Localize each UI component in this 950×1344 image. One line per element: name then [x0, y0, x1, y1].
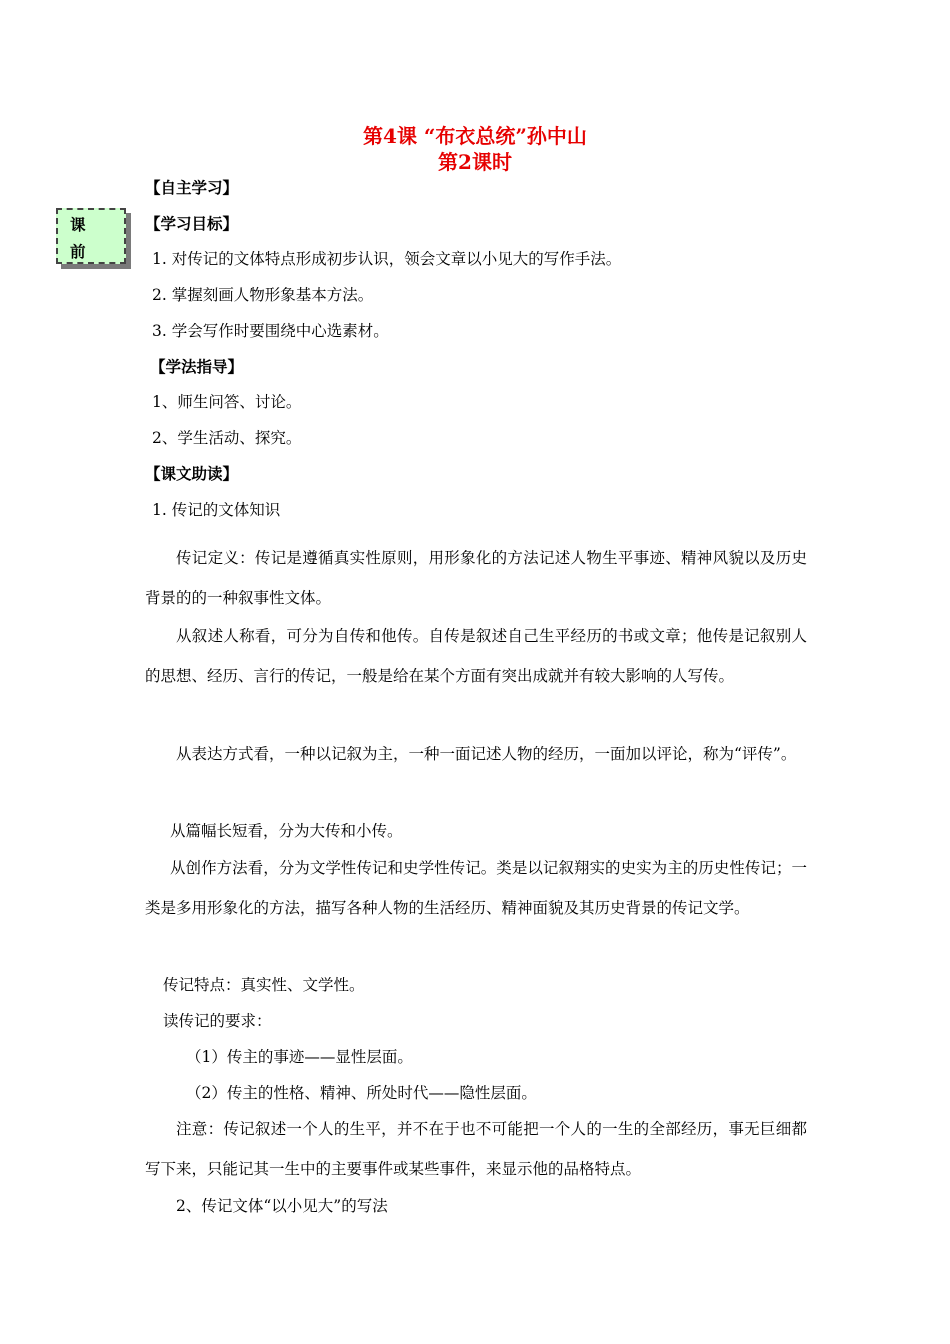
- objective-item: 3. 学会写作时要围绕中心选素材。: [152, 322, 389, 340]
- badge-char-1: 课: [70, 215, 86, 234]
- paragraph-creation: 从创作方法看，分为文学性传记和史学性传记。类是以记叙翔实的史实为主的历史性传记；一类是多用形象化的方法，描写各种人物的生活经历、精神面貌及其历史背景的传记文学。: [145, 859, 807, 917]
- paragraph-expression: 从表达方式看，一种以记叙为主，一种一面记述人物的经历，一面加以评论，称为“评传”。: [176, 745, 797, 763]
- section-reading: 【课文助读】: [145, 464, 239, 483]
- paragraph-person: 从叙述人称看，可分为自传和他传。自传是叙述自己生平经历的书或文章；他传是记叙别人的思想、经历、言行的传记，一般是给在某个方面有突出成就并有较大影响的人写传。: [145, 627, 807, 685]
- objective-item: 1. 对传记的文体特点形成初步认识，领会文章以小见大的写作手法。: [152, 250, 622, 268]
- paragraph-note: 注意：传记叙述一个人的生平，并不在于也不可能把一个人的一生的全部经历，事无巨细都写下来，只能记其一生中的主要事件或某些事件，来显示他的品格特点。: [145, 1120, 807, 1178]
- paragraph-definition: 传记定义：传记是遵循真实性原则，用形象化的方法记述人物生平事迹、精神风貌以及历史背景的的一种叙事性文体。: [145, 549, 807, 607]
- section-self-study: 【自主学习】: [145, 178, 239, 197]
- paragraph-length: 从篇幅长短看，分为大传和小传。: [170, 822, 403, 840]
- paragraph-features: 传记特点：真实性、文学性。: [163, 976, 365, 994]
- section-method: 【学法指导】: [150, 357, 244, 376]
- pre-class-badge: [56, 208, 126, 264]
- lesson-title: 第4课 “布衣总统”孙中山: [363, 124, 587, 148]
- objective-item: 2. 掌握刻画人物形象基本方法。: [152, 286, 374, 304]
- reading-item-1: 1. 传记的文体知识: [152, 501, 281, 519]
- section-objectives: 【学习目标】: [145, 214, 239, 233]
- requirement-item: （1）传主的事迹——显性层面。: [186, 1048, 413, 1066]
- paragraph-requirements: 读传记的要求：: [163, 1012, 272, 1030]
- method-item: 2、学生活动、探究。: [152, 429, 302, 447]
- badge-char-2: 前: [70, 242, 86, 261]
- reading-item-2: 2、传记文体“以小见大”的写法: [176, 1197, 388, 1215]
- lesson-subtitle: 第2课时: [438, 150, 512, 174]
- method-item: 1、师生问答、讨论。: [152, 393, 302, 411]
- requirement-item: （2）传主的性格、精神、所处时代——隐性层面。: [186, 1084, 537, 1102]
